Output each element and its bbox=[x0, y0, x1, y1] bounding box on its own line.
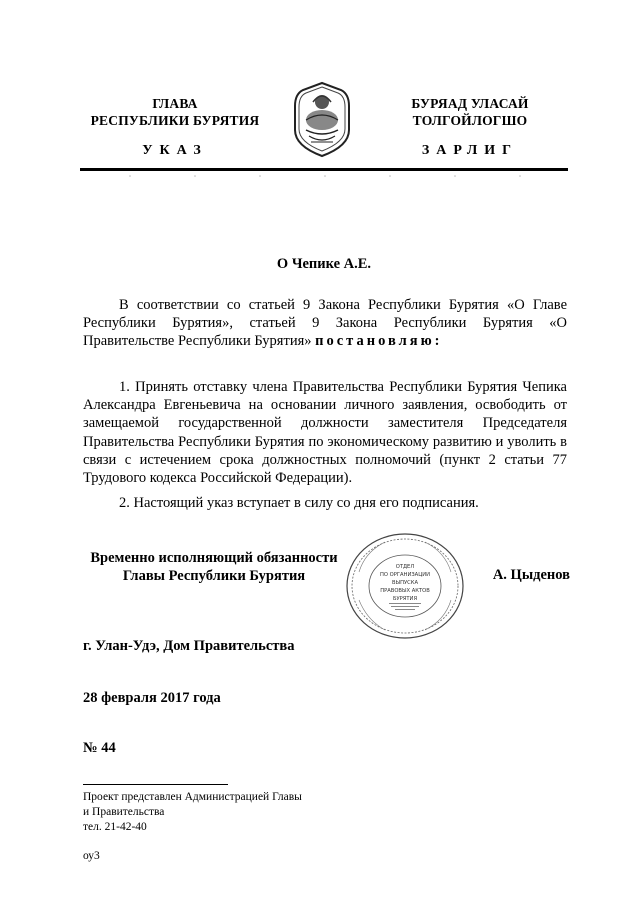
header-dot-line bbox=[80, 172, 568, 180]
item-2-text: 2. Настоящий указ вступает в силу со дня его подписания. bbox=[119, 495, 479, 511]
seal-text-line3: ВЫПУСКА bbox=[391, 580, 419, 586]
header-divider bbox=[80, 168, 568, 171]
decree-date: 28 февраля 2017 года bbox=[83, 690, 221, 706]
coat-of-arms-icon bbox=[291, 80, 353, 158]
header-right-line1: БУРЯАД УЛАСАЙ bbox=[411, 96, 529, 111]
signatory-position-line2: Главы Республики Бурятия bbox=[122, 568, 306, 584]
footer-line1: Проект представлен Администрацией Главы bbox=[83, 791, 302, 803]
footer-divider bbox=[83, 784, 228, 785]
resolve-text: постановляю: bbox=[315, 333, 443, 350]
header-left-line1: ГЛАВА bbox=[152, 96, 198, 111]
signatory-position-line1: Временно исполняющий обязанности bbox=[90, 550, 338, 566]
decree-number: № 44 bbox=[83, 740, 116, 756]
item-1-paragraph bbox=[83, 378, 567, 487]
header-left-line2: РЕСПУБЛИКИ БУРЯТИЯ bbox=[90, 113, 260, 128]
item-2-paragraph bbox=[83, 494, 567, 512]
footer-line2: и Правительства bbox=[83, 806, 165, 818]
official-seal-icon bbox=[345, 532, 465, 640]
signatory-position bbox=[83, 549, 345, 585]
seal-text-line4: ПРАВОВЫХ АКТОВ bbox=[380, 588, 430, 594]
header-right bbox=[365, 95, 575, 129]
footer-note bbox=[83, 790, 302, 835]
item-1-text: 1. Принять отставку члена Правительства Республики Бурятия Чепика Александра Евгеньевича на основании личного заявления, освободить от замещаемой государственной должности заместителя Председателя Правительства Республики Бурятия по экономическому развитию и уволить в связи с истечением срока должностных полномочий (пункт 2 статьи 77 Трудового кодекса Российской Федерации). bbox=[83, 379, 567, 487]
decree-label-ru: УКАЗ bbox=[142, 143, 208, 158]
header-right-line2: ТОЛГОЙЛОГШО bbox=[412, 113, 528, 128]
footer-code: оу3 bbox=[83, 850, 100, 862]
decree-label-bua: ЗАРЛИГ bbox=[421, 143, 519, 158]
header-left bbox=[70, 95, 280, 129]
footer-phone: тел. 21-42-40 bbox=[83, 821, 147, 833]
seal-text-line5: БУРЯТИЯ bbox=[392, 596, 418, 602]
document-title: О Чепике А.Е. bbox=[276, 256, 372, 272]
signatory-name: А. Цыденов bbox=[492, 567, 570, 583]
preamble-paragraph bbox=[83, 296, 567, 351]
signing-place: г. Улан-Удэ, Дом Правительства bbox=[83, 638, 295, 654]
preamble-text: В соответствии со статьей 9 Закона Республики Бурятия «О Главе Республики Бурятия», статьей 9 Закона Республики Бурятия «О Правительстве Республики Бурятия» bbox=[83, 297, 567, 350]
seal-text-line1: ОТДЕЛ bbox=[395, 564, 415, 570]
seal-text-line2: ПО ОРГАНИЗАЦИИ bbox=[379, 572, 431, 578]
